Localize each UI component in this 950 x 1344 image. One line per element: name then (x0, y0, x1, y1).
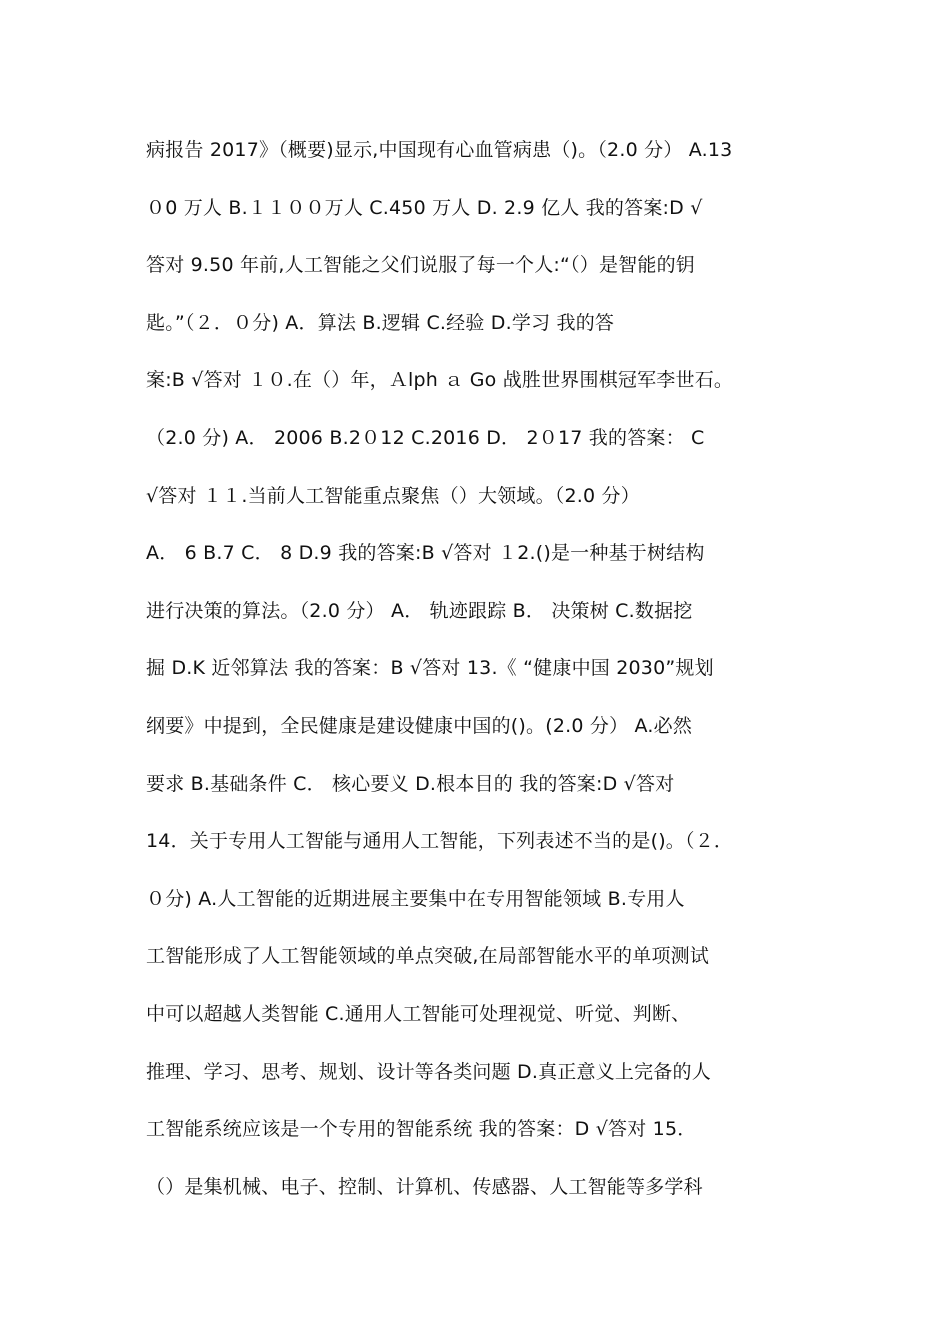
text-line: A． 6 B.7 C． 8 D.9 我的答案:B √答对 １2.()是一种基于树结构 (146, 542, 705, 565)
document-body (146, 122, 826, 1216)
text-line: 纲要》中提到，全民健康是建设健康中国的()。(2.0 分） A.必然 (146, 714, 693, 737)
text-line: （）是集机械、电子、控制、计算机、传感器、人工智能等多学科 (146, 1175, 703, 1198)
text-line: （2.0 分) A． 2006 B.2０12 C.2016 D． 2０17 我的答案： C (146, 426, 705, 449)
text-line: 案:B √答对 １０.在（）年，Ａlph ａ Go 战胜世界围棋冠军李世石。 (146, 369, 734, 392)
text-line: 要求 B.基础条件 C． 核心要义 D.根本目的 我的答案:D √答对 (146, 772, 675, 795)
text-line: 掘 D.K 近邻算法 我的答案：B √答对 13.《 “健康中国 2030”规划 (146, 657, 714, 680)
text-line: 病报告 2017》（概要)显示,中国现有心血管病患（)。（2.0 分） A.13 (146, 139, 733, 161)
text-line: ０分) A.人工智能的近期进展主要集中在专用智能领域 B.专用人 (146, 887, 685, 910)
text-line: 答对 9.50 年前,人工智能之父们说服了每一个人:“（）是智能的钥 (146, 254, 695, 277)
text-line: 进行决策的算法。（2.0 分） A． 轨迹跟踪 B． 决策树 C.数据挖 (146, 599, 693, 622)
text-line: 匙。”（２．０分) A．算法 B.逻辑 C.经验 D.学习 我的答 (146, 311, 615, 334)
text-line: ０0 万人 B.１１００万人 C.450 万人 D. 2.9 亿人 我的答案:D √ (146, 196, 703, 219)
text-line: √答对 １１.当前人工智能重点聚焦（）大领域。（2.0 分） (146, 484, 640, 507)
text-line: 工智能系统应该是一个专用的智能系统 我的答案：D √答对 15． (146, 1118, 697, 1141)
text-line: 推理、学习、思考、规划、设计等各类问题 D.真正意义上完备的人 (146, 1060, 711, 1083)
text-line: 中可以超越人类智能 C.通用人工智能可处理视觉、听觉、判断、 (146, 1002, 691, 1025)
text-line: 工智能形成了人工智能领域的单点突破,在局部智能水平的单项测试 (146, 945, 710, 968)
text-line: 14．关于专用人工智能与通用人工智能，下列表述不当的是()。（２． (146, 830, 734, 853)
